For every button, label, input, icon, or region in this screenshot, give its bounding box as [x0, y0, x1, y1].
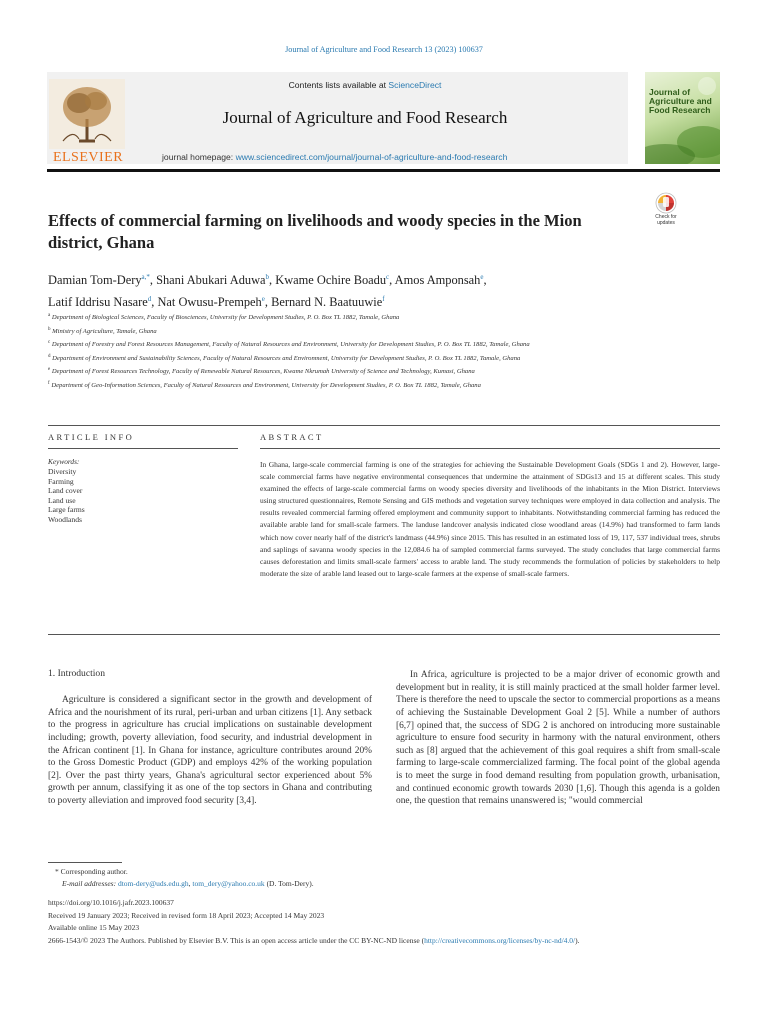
body-paragraph: In Africa, agriculture is projected to be a major driver of economic growth and development but in reality, it is still mainly practiced at the small holder farmer level. There is therefore the need to upscale the sector to commercial proportions as a means of achieving the Sustainable Development Goal 2 [5]. While a number of authors [6,7] opined that, the success of SDG 2 is anchored on introducing more sustainable agriculture to ensure food security in harmony with the natural environment, others such as [8] argued that the achievement of this goal requires a shift from small-scale farming to large-scale commercialized farming. The focal point of the global agenda is to meet the surge in food demand resulting from population growth, urbanisation, and continued economic growth towards 2030 [1,6]. Though this agenda is a golden one, the question that remains unanswered is; "would commercial [396, 670, 720, 807]
keyword: Farming [48, 476, 74, 486]
author[interactable]: Bernard N. Baatuuwie$^f$ [271, 295, 385, 309]
section-title: 1. Introduction [48, 668, 106, 679]
received-dates: Received 19 January 2023; Received in revised form 18 April 2023; Accepted 14 May 2023 [48, 911, 325, 920]
affiliation: $^b$ Ministry of Agriculture, Tamale, Ghana [48, 326, 157, 335]
divider [260, 448, 720, 449]
article-info-heading: ARTICLE INFO [48, 432, 135, 442]
author-list [48, 268, 688, 312]
author[interactable]: Amos Amponsah$^e$, [394, 273, 487, 287]
keyword: Land cover [48, 486, 83, 496]
body-right-column [396, 669, 720, 808]
homepage-link[interactable]: www.sciencedirect.com/journal/journal-of-agriculture-and-food-research [235, 152, 508, 162]
email-link[interactable]: dtom-dery@uds.edu.gh [117, 879, 189, 888]
sciencedirect-link[interactable]: ScienceDirect [388, 80, 442, 90]
check-for-updates-label[interactable]: Check for updates [655, 214, 677, 226]
masthead-rule [47, 169, 720, 172]
body-paragraph: Agriculture is considered a significant sector in the growth and development of Africa and the nourishment of its rural, peri-urban and urban citizens [1]. Any setback to the progress in agriculture has crucial implications on sustainable development including; growth, poverty alleviation, food security, and industrial development in the African continent [1]. In Ghana for instance, agriculture contributes around 20% to the Gross Domestic Product (GDP) and employs 42% of the working population [2]. Over the past thirty years, Ghana's agricultural sector experienced about 5% growth per annum, classifying it as one of the top sectors in Ghana and contributing to poverty alleviation and improved food security [3,4]. [48, 695, 372, 806]
abstract-heading: ABSTRACT [260, 432, 324, 442]
keyword: Woodlands [48, 514, 82, 524]
corresponding-author-note: * Corresponding author. [55, 867, 128, 876]
affiliation: $^c$ Department of Forestry and Forest Resources Management, Faculty of Natural Resources and Environment, University for Development Studies, P. O. Box TL 1882, Tamale, Ghana [48, 340, 530, 348]
license-link[interactable]: http://creativecommons.org/licenses/by-nc-nd/4.0/ [424, 936, 576, 945]
body-left-column [48, 694, 372, 808]
running-head[interactable]: Journal of Agriculture and Food Research 13 (2023) 100637 [285, 45, 483, 54]
check-for-updates-icon[interactable] [648, 191, 684, 235]
affiliation-list [48, 312, 648, 393]
cover-leaf-art [645, 72, 720, 164]
author[interactable]: Shani Abukari Aduwa$^b$, [156, 273, 276, 287]
keyword: Land use [48, 495, 76, 505]
affiliation: $^e$ Department of Forest Resources Technology, Faculty of Renewable Natural Resources, Kwame Nkrumah University of Science and Technology, Kumasi, Ghana [48, 367, 475, 375]
doi-link[interactable]: https://doi.org/10.1016/j.jafr.2023.100637 [48, 898, 174, 907]
footnote-divider [48, 862, 122, 863]
author[interactable]: Damian Tom-Dery$^{a,*}$, [48, 273, 157, 287]
divider [48, 634, 720, 635]
homepage-label: journal homepage: [162, 152, 236, 162]
affiliation: $^a$ Department of Biological Sciences, Faculty of Biosciences, University for Development Studies, P. O. Box TL 1882, Tamale, Ghana [48, 313, 400, 321]
keyword-list [48, 467, 85, 525]
email-note: E-mail addresses: dtom-dery@uds.edu.gh, tom_dery@yahoo.co.uk (D. Tom-Dery). [62, 879, 314, 888]
divider [48, 425, 720, 426]
author[interactable]: Latif Iddrisu Nasare$^d$, [48, 295, 158, 309]
license-note: 2666-1543/© 2023 The Authors. Published by Elsevier B.V. This is an open access article under the CC BY-NC-ND license (http://creativecommons.org/licenses/by-nc-nd/4.0/). [48, 936, 580, 945]
contents-prefix: Contents lists available at [288, 80, 389, 90]
author[interactable]: Nat Owusu-Prempeh$^e$, [157, 295, 272, 309]
keyword: Large farms [48, 505, 85, 515]
abstract-text: In Ghana, large-scale commercial farming is one of the strategies for achieving the Sustainable Development Goals (SDGs 1 and 2). However, large-scale commercial farms have negative environmental consequences that undermine the attainment of SDGs13 and 15 at different scales. This study examined the effects of large-scale commercial farms on woody species diversity and livelihoods of the inhabitants in the Mion District. Interviews using structured questionnaires, Remote Sensing and GIS methods and vegetation survey techniques were employed in data collection and analysis. The results revealed commercial farming offered employment and community support to inhabitants. Notwithstanding commercial farming has reduced the available arable land for small-scale farmers. The landuse landcover analysis indicated close woodland areas (14.9%) had transformed to farm lands which now cover nearly half of the district's landmass (44.9%) since 2015. This has resulted in an estimated loss of 19, 117, 537 individual trees, shrubs and saplings of savanna woody species in the 12,084.6 ha of sampled commercial farms surveyed. The study concludes that large commercial farms causes deforestation and limits small-scale farmers' access to arable land. The study recommends the formulation of policies by stakeholders to help moderate the size of arable land leased out to large-scale farmers at the expense of small-scale farmers. [260, 460, 720, 578]
journal-homepage [162, 152, 507, 162]
journal-title: Journal of Agriculture and Food Research [222, 108, 508, 127]
available-online: Available online 15 May 2023 [48, 923, 140, 932]
contents-available-line [130, 80, 600, 90]
journal-cover-thumbnail[interactable] [645, 72, 720, 164]
author[interactable]: Kwame Ochire Boadu$^c$, [275, 273, 395, 287]
divider [48, 448, 238, 449]
affiliation: $^f$ Department of Geo-Information Sciences, Faculty of Natural Resources and Environment, University for Development Studies, P. O. Box TL 1882, Tamale, Ghana [48, 380, 481, 389]
article-title: Effects of commercial farming on livelihoods and woody species in the Mion district, Ghana [48, 211, 582, 252]
publisher-logo-text: ELSEVIER [52, 150, 124, 165]
cover-title: Journal of Agriculture and Food Research [649, 87, 712, 115]
affiliation: $^d$ Department of Environment and Sustainability Sciences, Faculty of Natural Resources and Environment, University for Development Studies, P. O. Box TL 1882, Tamale, Ghana [48, 353, 521, 362]
email-link[interactable]: tom_dery@yahoo.co.uk [192, 879, 265, 888]
keywords-label: Keywords: [48, 457, 80, 466]
keyword: Diversity [48, 467, 77, 476]
